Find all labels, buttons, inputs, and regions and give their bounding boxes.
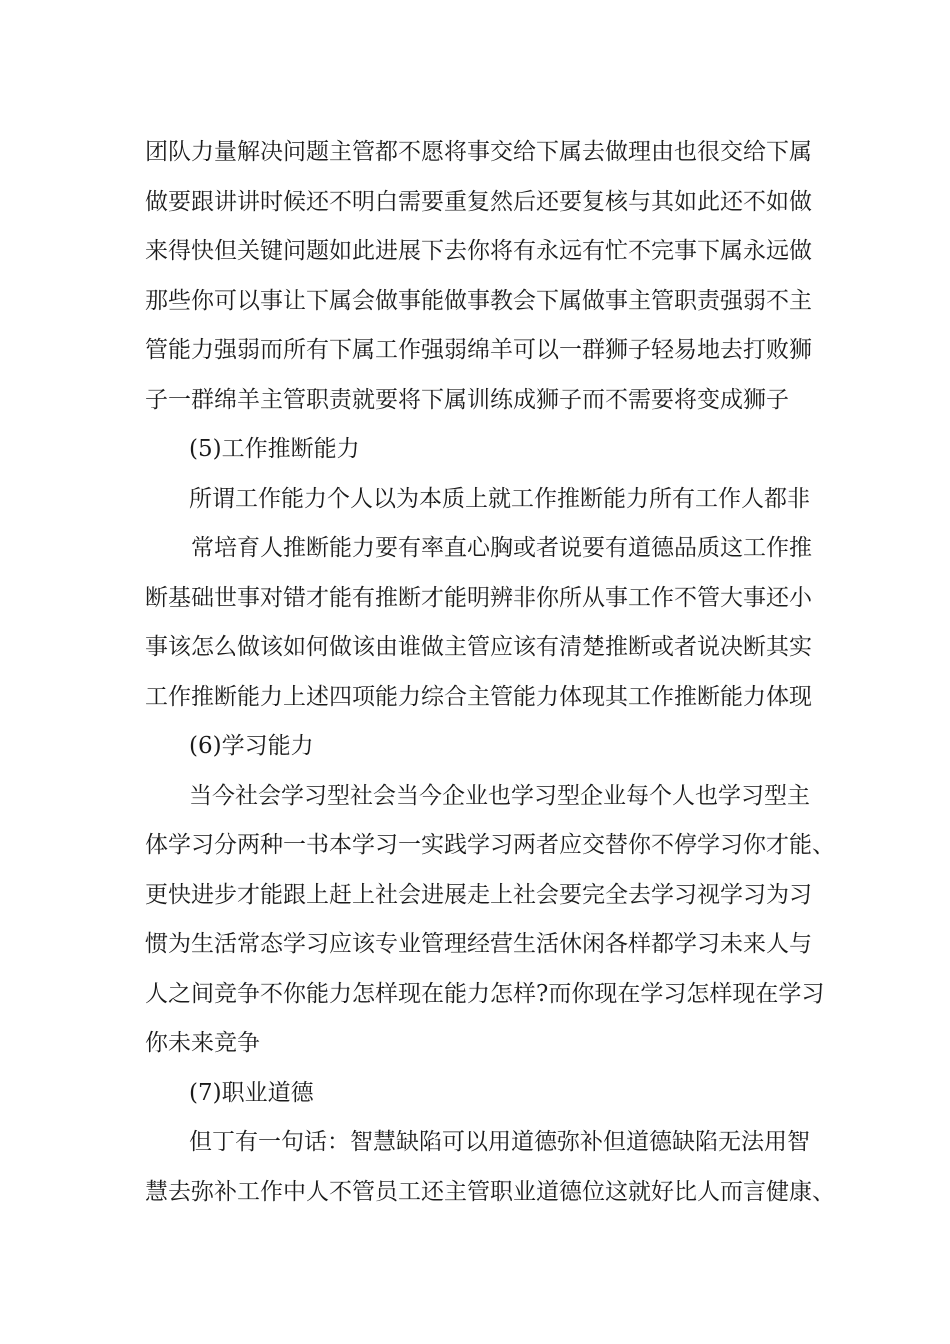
body-line: 子一群绵羊主管职责就要将下属训练成狮子而不需要将变成狮子: [145, 386, 789, 413]
body-line: 断基础世事对错才能有推断才能明辨非你所从事工作不管大事还小: [145, 584, 812, 611]
body-line: 人之间竞争不你能力怎样现在能力怎样?而你现在学习怎样现在学习: [145, 980, 825, 1007]
body-line: 体学习分两种一书本学习一实践学习两者应交替你不停学习你才能、: [145, 832, 835, 858]
body-line: 慧去弥补工作中人不管员工还主管职业道德位这就好比人而言健康、: [145, 1178, 835, 1205]
section-heading: (6)学习能力: [189, 733, 314, 759]
body-line: 你未来竞争: [145, 1030, 260, 1056]
body-line: 管能力强弱而所有下属工作强弱绵羊可以一群狮子轻易地去打败狮: [145, 337, 812, 363]
section-heading: (7)职业道德: [189, 1079, 314, 1106]
body-line: 惯为生活常态学习应该专业管理经营生活休闲各样都学习未来人与: [145, 931, 812, 957]
body-line: 做要跟讲讲时候还不明白需要重复然后还要复核与其如此还不如做: [145, 188, 812, 215]
body-line: 团队力量解决问题主管都不愿将事交给下属去做理由也很交给下属: [145, 139, 812, 165]
paragraph-first-line: 所谓工作能力个人以为本质上就工作推断能力所有工作人都非: [189, 485, 810, 512]
body-line: 来得快但关键问题如此进展下去你将有永远有忙不完事下属永远做: [145, 238, 812, 264]
body-line: 更快进步才能跟上赶上社会进展走上社会要完全去学习视学习为习: [145, 881, 812, 908]
body-line: 那些你可以事让下属会做事能做事教会下属做事主管职责强弱不主: [145, 287, 812, 314]
section-heading: (5)工作推断能力: [189, 436, 360, 462]
body-line: 常培育人推断能力要有率直心胸或者说要有道德品质这工作推: [191, 535, 812, 561]
document-body: [145, 128, 835, 1217]
body-line: 事该怎么做该如何做该由谁做主管应该有清楚推断或者说决断其实: [145, 634, 812, 660]
body-line: 工作推断能力上述四项能力综合主管能力体现其工作推断能力体现: [145, 683, 812, 710]
paragraph-first-line: 但丁有一句话：智慧缺陷可以用道德弥补但道德缺陷无法用智: [189, 1129, 810, 1155]
paragraph-first-line: 当今社会学习型社会当今企业也学习型企业每个人也学习型主: [189, 782, 810, 809]
